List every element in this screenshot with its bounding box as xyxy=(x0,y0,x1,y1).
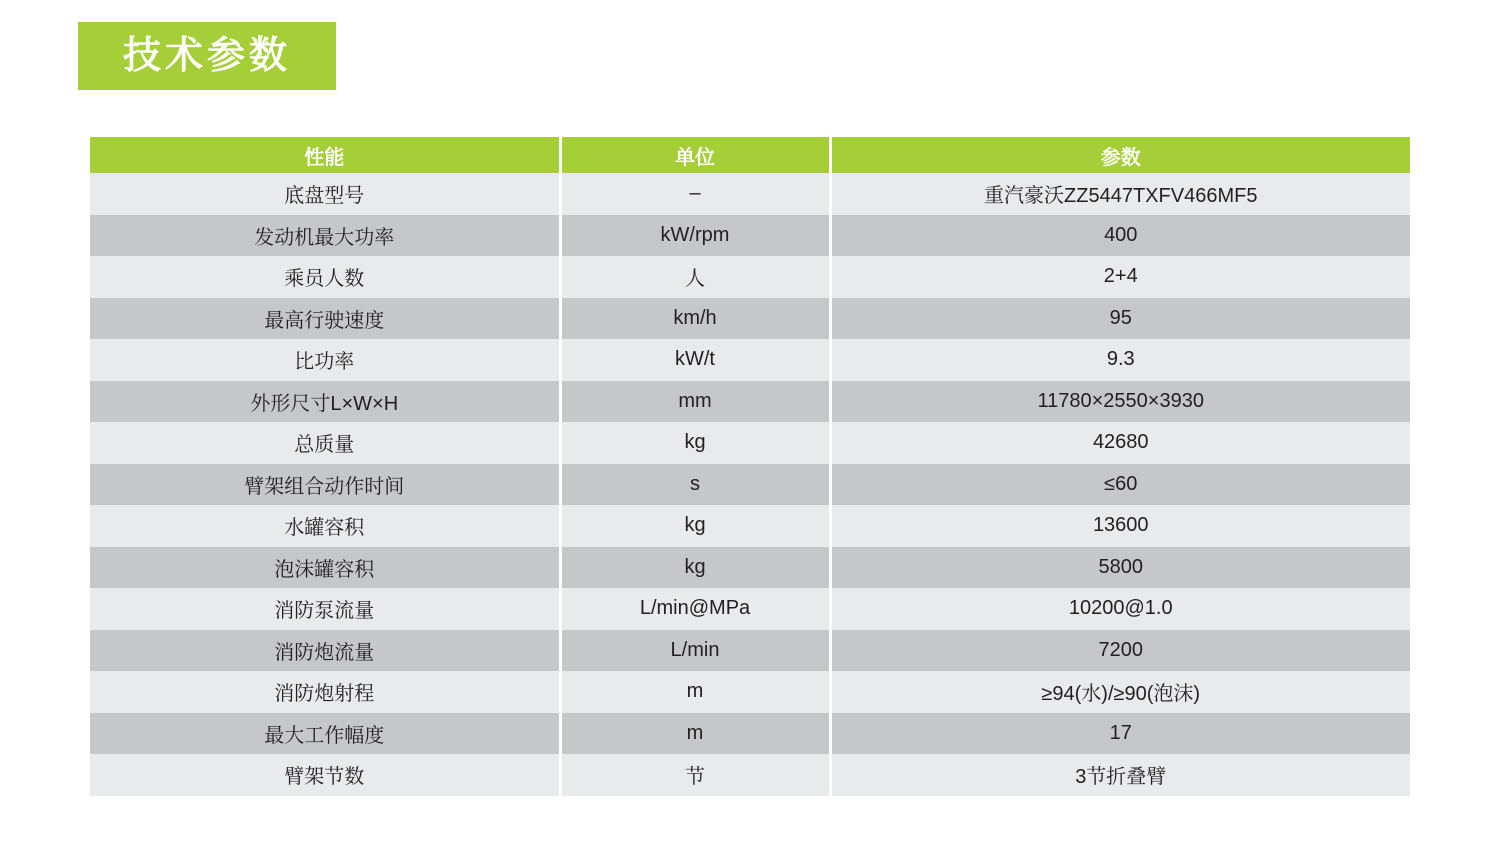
cell-parameter-unit: m xyxy=(560,713,830,755)
cell-parameter-name: 消防泵流量 xyxy=(90,588,560,630)
cell-parameter-name: 底盘型号 xyxy=(90,173,560,215)
cell-parameter-value: 9.3 xyxy=(830,339,1410,381)
cell-parameter-value: 13600 xyxy=(830,505,1410,547)
cell-parameter-value: 3节折叠臂 xyxy=(830,754,1410,796)
technical-parameters-table xyxy=(90,137,1410,796)
cell-parameter-name: 泡沫罐容积 xyxy=(90,547,560,589)
cell-parameter-unit: 人 xyxy=(560,256,830,298)
cell-parameter-unit: L/min@MPa xyxy=(560,588,830,630)
table-row xyxy=(90,505,1410,547)
table-row xyxy=(90,588,1410,630)
page-title: 技术参数 xyxy=(122,35,291,77)
cell-parameter-value: 7200 xyxy=(830,630,1410,672)
cell-parameter-value: 42680 xyxy=(830,422,1410,464)
cell-parameter-value: ≤60 xyxy=(830,464,1410,506)
cell-parameter-value: 10200@1.0 xyxy=(830,588,1410,630)
cell-parameter-value: 重汽豪沃ZZ5447TXFV466MF5 xyxy=(830,173,1410,215)
table-row xyxy=(90,671,1410,713)
table-row xyxy=(90,339,1410,381)
table-row xyxy=(90,422,1410,464)
cell-parameter-name: 臂架组合动作时间 xyxy=(90,464,560,506)
table-head xyxy=(90,137,1410,173)
cell-parameter-name: 总质量 xyxy=(90,422,560,464)
cell-parameter-name: 最高行驶速度 xyxy=(90,298,560,340)
table-row xyxy=(90,713,1410,755)
cell-parameter-name: 比功率 xyxy=(90,339,560,381)
column-header-name: 性能 xyxy=(90,137,560,173)
cell-parameter-name: 乘员人数 xyxy=(90,256,560,298)
table-row xyxy=(90,547,1410,589)
cell-parameter-value: 2+4 xyxy=(830,256,1410,298)
table-row xyxy=(90,754,1410,796)
table-row xyxy=(90,173,1410,215)
table-row xyxy=(90,464,1410,506)
cell-parameter-unit: kg xyxy=(560,505,830,547)
cell-parameter-unit: kW/rpm xyxy=(560,215,830,257)
cell-parameter-value: 17 xyxy=(830,713,1410,755)
table-row xyxy=(90,298,1410,340)
table-body xyxy=(90,173,1410,796)
table-row xyxy=(90,215,1410,257)
cell-parameter-name: 最大工作幅度 xyxy=(90,713,560,755)
cell-parameter-unit: 节 xyxy=(560,754,830,796)
cell-parameter-unit: kg xyxy=(560,422,830,464)
column-header-unit: 单位 xyxy=(560,137,830,173)
cell-parameter-name: 外形尺寸L×W×H xyxy=(90,381,560,423)
cell-parameter-unit: – xyxy=(560,173,830,215)
cell-parameter-name: 消防炮流量 xyxy=(90,630,560,672)
cell-parameter-value: 11780×2550×3930 xyxy=(830,381,1410,423)
cell-parameter-unit: m xyxy=(560,671,830,713)
table-row xyxy=(90,256,1410,298)
table-header-row xyxy=(90,137,1410,173)
cell-parameter-name: 水罐容积 xyxy=(90,505,560,547)
cell-parameter-unit: kW/t xyxy=(560,339,830,381)
cell-parameter-unit: km/h xyxy=(560,298,830,340)
cell-parameter-value: 95 xyxy=(830,298,1410,340)
cell-parameter-name: 消防炮射程 xyxy=(90,671,560,713)
cell-parameter-name: 臂架节数 xyxy=(90,754,560,796)
table-row xyxy=(90,381,1410,423)
page-title-banner xyxy=(78,22,336,90)
cell-parameter-unit: s xyxy=(560,464,830,506)
cell-parameter-unit: L/min xyxy=(560,630,830,672)
cell-parameter-value: ≥94(水)/≥90(泡沫) xyxy=(830,671,1410,713)
cell-parameter-name: 发动机最大功率 xyxy=(90,215,560,257)
column-header-value: 参数 xyxy=(830,137,1410,173)
table-row xyxy=(90,630,1410,672)
cell-parameter-unit: mm xyxy=(560,381,830,423)
cell-parameter-value: 400 xyxy=(830,215,1410,257)
cell-parameter-unit: kg xyxy=(560,547,830,589)
cell-parameter-value: 5800 xyxy=(830,547,1410,589)
